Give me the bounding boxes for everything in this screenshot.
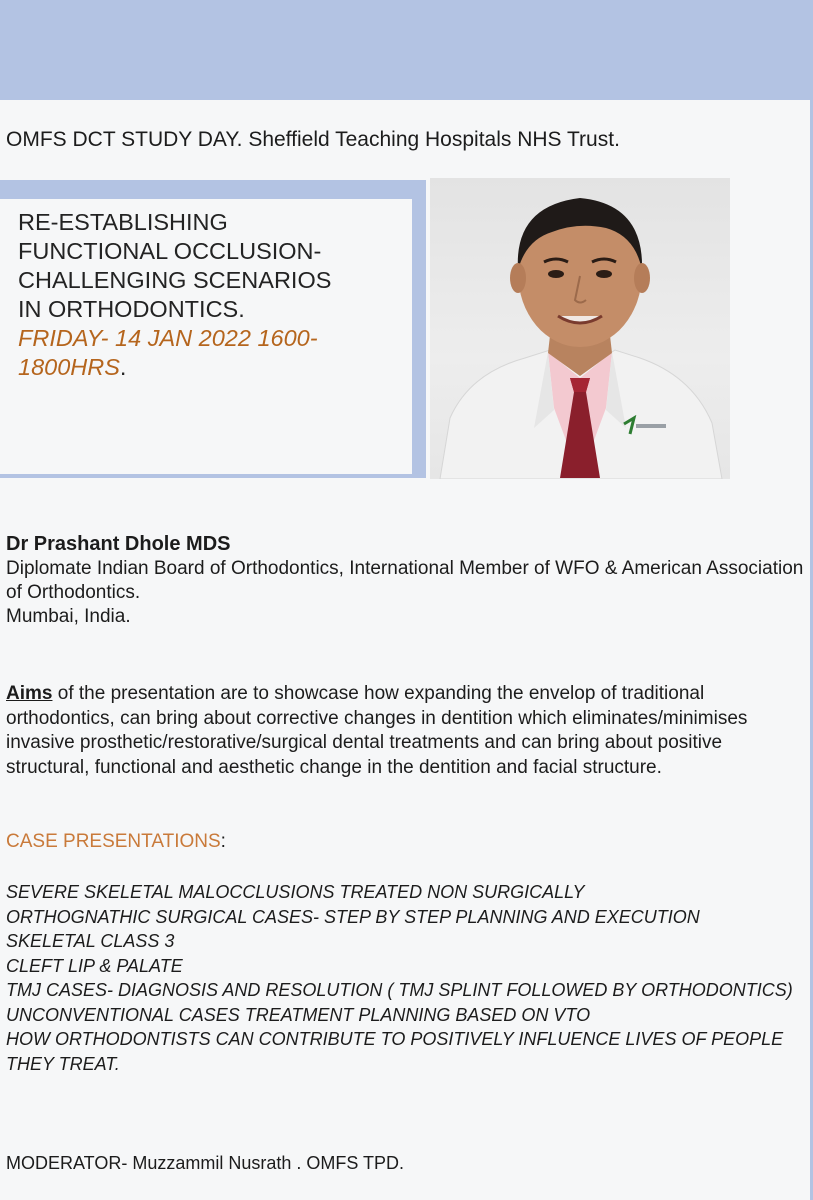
case-presentations-heading [6, 831, 226, 853]
speaker-name: Dr Prashant Dhole MDS [6, 533, 231, 555]
case-list [6, 880, 806, 1076]
title-line-4: IN ORTHODONTICS. [18, 296, 245, 322]
session-title [18, 208, 403, 382]
session-date-period: . [119, 354, 127, 380]
aims-paragraph [6, 682, 806, 780]
speaker-portrait-illustration [430, 178, 730, 479]
list-item: UNCONVENTIONAL CASES TREATMENT PLANNING BASED ON VTO [6, 1004, 591, 1025]
session-date-line-2: 1800HRS [18, 354, 120, 380]
speaker-location: Mumbai, India. [6, 606, 131, 627]
speaker-photo [430, 178, 730, 479]
title-line-3: CHALLENGING SCENARIOS [18, 267, 332, 293]
session-date-line-1: FRIDAY- 14 JAN 2022 1600- [18, 325, 318, 351]
aims-keyword: Aims [6, 683, 53, 704]
list-item: SEVERE SKELETAL MALOCCLUSIONS TREATED NON SURGICALLY [6, 882, 585, 902]
case-heading-label: CASE PRESENTATIONS [6, 831, 221, 852]
list-item: HOW ORTHODONTISTS CAN CONTRIBUTE TO POSITIVELY INFLUENCE LIVES OF PEOPLE THEY TREAT. [6, 1029, 784, 1074]
aims-text: of the presentation are to showcase how expanding the envelop of traditional orthodontics, can bring about corrective changes in dentition which eliminates/minimises invasive prosthetic/restorative/surgical dental treatments and can bring about positive structural, functional and aesthetic change in the dentition and facial structure. [6, 683, 748, 778]
event-header: OMFS DCT STUDY DAY. Sheffield Teaching Hospitals NHS Trust. [6, 128, 620, 151]
list-item: CLEFT LIP & PALATE [6, 955, 183, 976]
list-item: SKELETAL CLASS 3 [6, 931, 175, 951]
title-line-2: FUNCTIONAL OCCLUSION- [18, 238, 322, 264]
title-line-1: RE-ESTABLISHING [18, 209, 228, 235]
list-item: TMJ CASES- DIAGNOSIS AND RESOLUTION ( TMJ SPLINT FOLLOWED BY ORTHODONTICS) [6, 980, 793, 1000]
list-item: ORTHOGNATHIC SURGICAL CASES- STEP BY STEP PLANNING AND EXECUTION [6, 906, 700, 927]
speaker-info [6, 532, 806, 629]
moderator-line: MODERATOR- Muzzammil Nusrath . OMFS TPD. [6, 1153, 405, 1173]
speaker-credentials: Diplomate Indian Board of Orthodontics, International Member of WFO & American Association of Orthodontics. [6, 558, 804, 603]
case-heading-colon: : [220, 831, 226, 852]
